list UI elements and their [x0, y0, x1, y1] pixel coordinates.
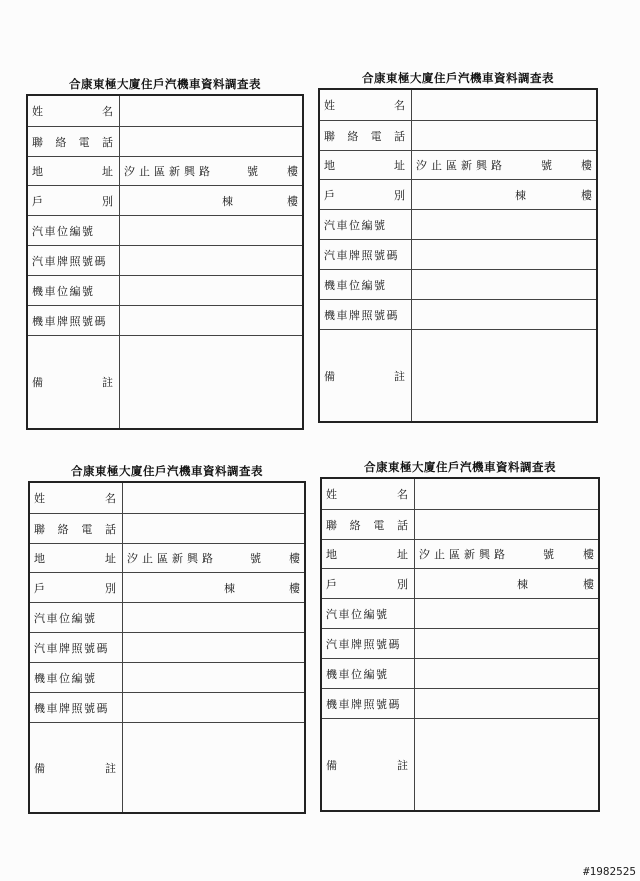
- row-phone: [322, 509, 598, 539]
- address-prefix: 汐止區新興路: [127, 552, 217, 565]
- note-field[interactable]: [415, 719, 598, 810]
- address-field[interactable]: [415, 540, 598, 568]
- row-phone: [28, 126, 302, 156]
- address-label: 地 址: [320, 151, 412, 179]
- row-phone: [320, 120, 596, 150]
- car-plate-label: 汽車牌照號碼: [28, 246, 120, 275]
- row-moto-plate: [28, 305, 302, 335]
- row-car-plate: [320, 239, 596, 269]
- moto-spot-field[interactable]: [120, 276, 302, 305]
- row-note: [320, 329, 596, 421]
- car-spot-label: 汽車位編號: [320, 210, 412, 239]
- car-plate-field[interactable]: [415, 629, 598, 658]
- row-car-spot: [322, 598, 598, 628]
- moto-spot-label: 機車位編號: [320, 270, 412, 299]
- form-table: [318, 88, 598, 423]
- form-table: [28, 481, 306, 814]
- name-field[interactable]: [412, 90, 596, 120]
- address-prefix: 汐止區新興路: [416, 159, 506, 172]
- address-field[interactable]: [123, 544, 304, 572]
- row-name: [322, 479, 598, 509]
- moto-spot-label: 機車位編號: [30, 663, 123, 692]
- moto-spot-field[interactable]: [415, 659, 598, 688]
- form-table: [26, 94, 304, 430]
- moto-plate-label: 機車牌照號碼: [28, 306, 120, 335]
- address-prefix: 汐止區新興路: [124, 165, 214, 178]
- note-field[interactable]: [412, 330, 596, 421]
- moto-plate-field[interactable]: [120, 306, 302, 335]
- row-unit: [30, 572, 304, 602]
- address-field[interactable]: [412, 151, 596, 179]
- unit-floor-label: 樓: [583, 577, 594, 591]
- row-unit: [28, 185, 302, 215]
- moto-plate-label: 機車牌照號碼: [320, 300, 412, 329]
- row-car-plate: [28, 245, 302, 275]
- car-spot-field[interactable]: [412, 210, 596, 239]
- car-plate-field[interactable]: [123, 633, 304, 662]
- unit-field[interactable]: [123, 573, 304, 602]
- moto-plate-field[interactable]: [123, 693, 304, 722]
- form-title: 合康東極大廈住戶汽機車資料調查表: [364, 460, 556, 474]
- address-number-label: 號: [247, 165, 258, 178]
- address-prefix: 汐止區新興路: [419, 548, 509, 561]
- name-field[interactable]: [415, 479, 598, 509]
- row-note: [322, 718, 598, 810]
- unit-label: 戶 別: [30, 573, 123, 602]
- row-address: [320, 150, 596, 179]
- moto-plate-field[interactable]: [415, 689, 598, 718]
- unit-floor-label: 樓: [581, 188, 592, 202]
- row-moto-plate: [320, 299, 596, 329]
- phone-field[interactable]: [412, 121, 596, 150]
- address-floor-label: 樓: [289, 552, 300, 565]
- form-title: 合康東極大廈住戶汽機車資料調查表: [362, 71, 554, 85]
- car-spot-field[interactable]: [120, 216, 302, 245]
- car-plate-label: 汽車牌照號碼: [320, 240, 412, 269]
- address-field[interactable]: [120, 157, 302, 185]
- car-plate-label: 汽車牌照號碼: [30, 633, 123, 662]
- moto-plate-field[interactable]: [412, 300, 596, 329]
- row-note: [28, 335, 302, 428]
- row-note: [30, 722, 304, 812]
- row-moto-spot: [320, 269, 596, 299]
- unit-building-label: 棟: [515, 188, 526, 202]
- note-field[interactable]: [120, 336, 302, 428]
- row-unit: [322, 568, 598, 598]
- row-moto-plate: [30, 692, 304, 722]
- unit-building-label: 棟: [224, 581, 235, 595]
- car-spot-label: 汽車位編號: [28, 216, 120, 245]
- unit-floor-label: 樓: [289, 581, 300, 595]
- address-number-label: 號: [250, 552, 261, 565]
- row-address: [30, 543, 304, 572]
- name-label: 姓 名: [30, 483, 123, 513]
- row-car-plate: [30, 632, 304, 662]
- car-spot-label: 汽車位編號: [322, 599, 415, 628]
- row-moto-spot: [30, 662, 304, 692]
- unit-field[interactable]: [412, 180, 596, 209]
- address-number-label: 號: [541, 159, 552, 172]
- form-title: 合康東極大廈住戶汽機車資料調查表: [69, 77, 261, 91]
- phone-field[interactable]: [120, 127, 302, 156]
- row-moto-plate: [322, 688, 598, 718]
- row-moto-spot: [28, 275, 302, 305]
- note-label: 備 註: [322, 719, 415, 810]
- note-field[interactable]: [123, 723, 304, 812]
- phone-label: 聯 絡 電 話: [30, 514, 123, 543]
- row-address: [322, 539, 598, 568]
- unit-field[interactable]: [415, 569, 598, 598]
- unit-building-label: 棟: [517, 577, 528, 591]
- car-spot-field[interactable]: [415, 599, 598, 628]
- row-moto-spot: [322, 658, 598, 688]
- car-spot-label: 汽車位編號: [30, 603, 123, 632]
- row-unit: [320, 179, 596, 209]
- row-car-spot: [320, 209, 596, 239]
- address-label: 地 址: [322, 540, 415, 568]
- address-floor-label: 樓: [581, 159, 592, 172]
- row-car-spot: [30, 602, 304, 632]
- car-spot-field[interactable]: [123, 603, 304, 632]
- moto-spot-field[interactable]: [412, 270, 596, 299]
- address-label: 地 址: [30, 544, 123, 572]
- unit-building-label: 棟: [222, 194, 233, 208]
- row-name: [30, 483, 304, 513]
- phone-field[interactable]: [123, 514, 304, 543]
- row-car-plate: [322, 628, 598, 658]
- name-label: 姓 名: [28, 96, 120, 126]
- unit-label: 戶 別: [320, 180, 412, 209]
- unit-label: 戶 別: [28, 186, 120, 215]
- form-title: 合康東極大廈住戶汽機車資料調查表: [71, 464, 263, 478]
- form-table: [320, 477, 600, 812]
- address-label: 地 址: [28, 157, 120, 185]
- moto-spot-label: 機車位編號: [28, 276, 120, 305]
- moto-plate-label: 機車牌照號碼: [322, 689, 415, 718]
- name-label: 姓 名: [322, 479, 415, 509]
- address-number-label: 號: [543, 548, 554, 561]
- unit-field[interactable]: [120, 186, 302, 215]
- car-plate-label: 汽車牌照號碼: [322, 629, 415, 658]
- moto-spot-field[interactable]: [123, 663, 304, 692]
- row-name: [28, 96, 302, 126]
- watermark-id: #1982525: [583, 865, 636, 878]
- phone-label: 聯 絡 電 話: [322, 510, 415, 539]
- row-name: [320, 90, 596, 120]
- address-floor-label: 樓: [583, 548, 594, 561]
- moto-spot-label: 機車位編號: [322, 659, 415, 688]
- row-car-spot: [28, 215, 302, 245]
- row-phone: [30, 513, 304, 543]
- moto-plate-label: 機車牌照號碼: [30, 693, 123, 722]
- phone-label: 聯 絡 電 話: [28, 127, 120, 156]
- name-field[interactable]: [123, 483, 304, 513]
- address-floor-label: 樓: [287, 165, 298, 178]
- unit-floor-label: 樓: [287, 194, 298, 208]
- unit-label: 戶 別: [322, 569, 415, 598]
- name-field[interactable]: [120, 96, 302, 126]
- phone-label: 聯 絡 電 話: [320, 121, 412, 150]
- row-address: [28, 156, 302, 185]
- note-label: 備 註: [28, 336, 120, 428]
- car-plate-field[interactable]: [120, 246, 302, 275]
- phone-field[interactable]: [415, 510, 598, 539]
- note-label: 備 註: [320, 330, 412, 421]
- note-label: 備 註: [30, 723, 123, 812]
- name-label: 姓 名: [320, 90, 412, 120]
- car-plate-field[interactable]: [412, 240, 596, 269]
